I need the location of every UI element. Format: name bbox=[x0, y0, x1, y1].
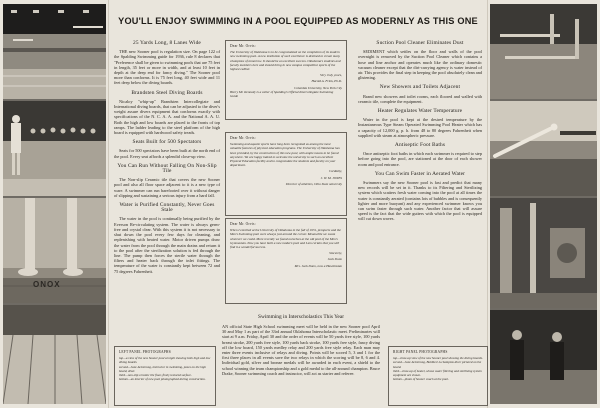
section-heading: 25 Yards Long, 8 Lanes Wide bbox=[133, 40, 201, 46]
left-photo-panel bbox=[3, 4, 106, 404]
letter-title: Mrs. Jack Dunn, now a Hawkinsian bbox=[294, 263, 342, 268]
section-heading: New Showers and Toilets Adjacent bbox=[379, 84, 461, 91]
caption-line: second—Jane Armstrong, instructor in swimming, poses on the high board, diver. bbox=[119, 364, 206, 373]
section-aerated-water bbox=[358, 172, 482, 222]
letter-closing: Cordially, bbox=[328, 169, 342, 174]
section-text: Nicaloy "whip-up" Brandsten Intercollegiate and International diving boards, that can be adjusted to the diver's weight assure divers equipment that conforms exactly with specifications of the N. C. A. A. and the National A. A. U. Both the high and low boards are placed to the fronts of top ramps. The ladder leading to the steel platform of the high board is equipped with hardwood safety treads. bbox=[114, 98, 220, 136]
interscholastics-heading: Swimming in Interscholastics This Year bbox=[258, 314, 344, 320]
page-title: YOU'LL ENJOY SWIMMING IN A POOL EQUIPPED AS MODERNLY AS THIS ONE bbox=[118, 16, 478, 26]
section-heading: Brandsten Steel Diving Boards bbox=[131, 89, 203, 96]
section-heading: Seats Built for 500 Spectators bbox=[132, 139, 202, 146]
photo-diving-boards bbox=[490, 4, 597, 99]
letter-salutation: Dear Mr. Orvis: bbox=[230, 222, 256, 226]
section-text: Swimmers say the new Sooner pool is fast and predict that many new records will be set in it. Thanks to its Filtering and Sterilizing system which scatters fresh water coming into the pool at all times the water is constantly aerated (contains lots of bubbles and is consequently lighter and more buoyant) and any experienced swimmer knows you can swim faster through such water. Another factor that will assure speed is the fact that the wide gutters with which the pool is equipped will cut down waves. bbox=[358, 180, 482, 222]
photo-diver bbox=[490, 101, 597, 196]
caption-heading: RIGHT PANEL PHOTOGRAPHS bbox=[393, 350, 448, 354]
letter-closing: Very truly yours, bbox=[320, 73, 342, 78]
section-seats bbox=[114, 140, 220, 159]
caption-line: bottom—an interior of new pool photographed during construction. bbox=[119, 377, 206, 382]
letter-salutation: Dear Mr. Orvis: bbox=[230, 44, 256, 48]
section-heading: You Can Run Without Falling On Non-Slip Tile bbox=[117, 162, 217, 175]
photo-coach bbox=[490, 310, 597, 404]
caption-line: top—close-up view of the new Sooner pool showing the diving boards. bbox=[393, 356, 483, 361]
letter-postscript: Harry Mr. Kennedy is a caller of Spalding's Official Intercollegiate Swimming Guide bbox=[230, 89, 334, 99]
section-text: SEDIMENT which settles on the floor and walls of the pool overnight is removed by the Suction Pool Cleaner which contains a hose and line anchor and operates much like the ordinary domestic vacuum cleaner except that the dirt-carrying agency is water instead of air. This provides the final step in keeping the pool absolutely clean and glistening. bbox=[358, 49, 482, 81]
caption-line: second—Jane Armstrong, Bubbles! A champion diver pictured on the board. bbox=[393, 360, 482, 369]
section-pool-size bbox=[114, 41, 220, 86]
caption-line: third—close-up of heater, whose water filtering and sterilizing system equipment are shown. bbox=[393, 368, 482, 378]
section-water-purified bbox=[114, 203, 220, 274]
photo-heater-equipment bbox=[490, 198, 597, 308]
section-heading: Suction Pool Cleaner Eliminates Dust bbox=[376, 40, 464, 46]
letter-box-3 bbox=[225, 218, 347, 304]
section-showers bbox=[358, 85, 482, 104]
right-photo-panel bbox=[490, 4, 597, 404]
caption-line: top—a view of the new Sooner pool at night showing both high and low diving boards. bbox=[119, 356, 211, 365]
section-heading: You Can Swim Faster in Aerated Water bbox=[374, 170, 466, 177]
letter-closing: Sincerely, bbox=[329, 251, 342, 256]
letter-body: The University of Oklahoma is to be congratulated on the completion of its modern new swimming pool. A new institution of such excellence is destined to create many champions of tomorrow. It should be an excellent success. Oklahoma's students and faculty members here and should bring in new campus competitive sports of the highest caliber. bbox=[230, 50, 341, 72]
photo-pool-night bbox=[3, 4, 106, 99]
letter-signature: Jack Dunn bbox=[327, 257, 342, 262]
tile-brand-text: ONOX bbox=[33, 280, 61, 289]
letter-signature: Harold A. Frink, Ph.D. bbox=[311, 79, 342, 84]
section-diving-boards bbox=[114, 91, 220, 136]
section-heading: Water is Purified Constantly, Never Goes Stale bbox=[119, 202, 215, 214]
section-text: Once antiseptic foot baths in which each swimmer is required to step before going into the pool, are stationed at the door of each shower room and pool entrance. bbox=[358, 151, 482, 167]
letter-body: Swimming and aquatic sports have long been recognized as among the most valuable features of physical education programs. The University of Oklahoma has been provided, by the construction of this new pool, with ample means to be found anywhere. We are happy indeed to welcome the university to such an excellent Physical Education facility and to congratulate the students and faculty on your department. bbox=[230, 142, 340, 168]
section-suction-cleaner bbox=[358, 41, 482, 80]
photo-spectators bbox=[3, 101, 106, 196]
right-text-column bbox=[358, 36, 482, 224]
caption-line: third—non-slip ceramic tile floor, finely textured surface. bbox=[119, 373, 192, 378]
section-heater bbox=[358, 109, 482, 138]
left-text-column bbox=[114, 36, 220, 276]
photo-construction bbox=[3, 305, 106, 404]
caption-line: bottom—photo of Sooner coach at the pool. bbox=[393, 377, 449, 382]
letter-title: Director of athletics, Ohio State university bbox=[285, 181, 342, 186]
letter-body: When I enrolled at the University of Oklahoma in the fall of 1931, prospects and the Men's Swimming pool were always just around the corner. Meanwhile we swam wherever we could. More recently we found ourselves at the old pool of the Men's Gymnasium. Now you have built a new modern pool and I am certain that you will find it a wonderful success. bbox=[230, 228, 341, 250]
section-text: Brand new showers and toilet rooms, each floored and walled with ceramic tile, complete the equipment. bbox=[358, 93, 482, 104]
section-text: Seats for 500 spectators have been built at the north end of the pool. Every seat affords a splendid close-up view. bbox=[114, 148, 220, 159]
left-panel-caption bbox=[114, 346, 216, 406]
section-text: The Non-slip Ceramic tile that covers the new Sooner pool and also all floor space adjacent to it is a new type of ware. A swimmer can run barefooted over it without danger of slipping and sustaining a serious injury from a hard fall. bbox=[114, 177, 220, 198]
letter-box-2 bbox=[225, 132, 347, 216]
section-non-slip-tile bbox=[114, 164, 220, 198]
letter-box-1 bbox=[225, 40, 347, 120]
interscholastics-text: AN official State High School swimming meet will be held in the new Sooner pool April 30 and May 1 as part of the 33rd annual Oklahoma Interscholastic meet. Preliminaries will start at 9 a.m. Friday, April 30 and the order of events will be 50 yards free style, 100 yards breast stroke, 200 yards free style, 100 yards back stroke, 100 yards free style, fancy diving off the low board, 150 yards medley relay and 200 yards free style relay. Each man may enter three events inclusive of relays and diving. Points will be scored 5, 3 and 1 for the first three places in all events save the two relays in which the scoring will be 8, 6 and 4. Individual gold, silver and bronze medals will be awarded in each event, a shield to the school winning the team championship and a gold medal to the all-around champion. Bruce Drake, Sooner swimming coach and instructor, will act as starter and referee. bbox=[222, 324, 380, 376]
right-panel-caption bbox=[388, 346, 488, 406]
fold-line-left bbox=[108, 0, 109, 408]
section-text: The water in the pool is continually being purified by the Everson Re-circulating system. The water is always germ-free and crystal clear. With this system it is not necessary to shut down the pool every few days for cleaning, and replenishing with heated water. Motor driven pumps draw the water from the pool through the main drains and return it to the pool after the sterilization solution is fed through the line. The pump then forces the sterile water through the filters and heater back through the inlet fittings. The temperature of the water is constantly kept between 72 and 75 degrees Fahrenheit. bbox=[114, 216, 220, 274]
letter-salutation: Dear Mr. Orvis: bbox=[230, 136, 256, 140]
section-text: THE new Sooner pool is regulation size. On page 122 of the Spalding Swimming guide for 1936, rule 8 declares that "Preference shall be given to swimming pools that are 75 feet in length, 35 feet or more in width, and at least 10 feet in depth at the deep end for fancy diving." The Sooner pool more than conforms. It is 75 feet long, 40 feet wide and 11 feet deep below the diving boards. bbox=[114, 49, 220, 86]
section-foot-baths bbox=[358, 143, 482, 167]
section-text: Water in the pool is kept at the desired temperature by the Instantaneous Type Steam Operated Swimming Pool Heater which has a capacity of 12,000 g. p. h. from 48 to 80 degrees Fahrenheit when supplied with steam at atmospheric pressure. bbox=[358, 117, 482, 138]
section-heading: Antiseptic Foot Baths bbox=[394, 142, 446, 149]
caption-heading: LEFT PANEL PHOTOGRAPHS bbox=[119, 350, 171, 354]
letter-title: Columbia University, New York City bbox=[294, 85, 342, 90]
photo-non-slip-tile bbox=[3, 198, 106, 303]
letter-signature: J. W. M. JONES bbox=[320, 175, 342, 180]
section-heading: Heater Regulates Water Temperature bbox=[377, 108, 463, 115]
